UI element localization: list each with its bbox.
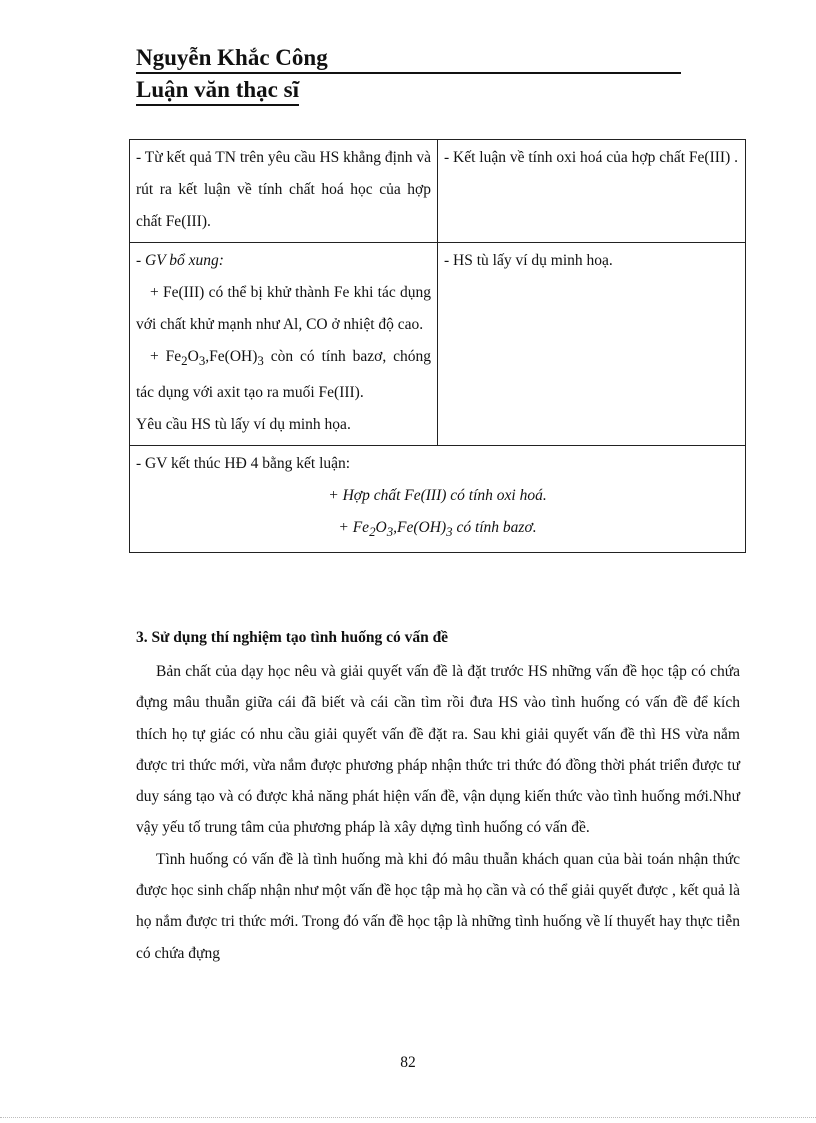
thesis-subtitle: Luận văn thạc sĩ bbox=[136, 74, 299, 106]
student-activity-text: - Kết luận về tính oxi hoá của hợp chất Fe(III) . bbox=[444, 149, 738, 166]
teacher-activity-cell bbox=[130, 140, 438, 243]
conclusion-line: + Hợp chất Fe(III) có tính oxi hoá. bbox=[328, 487, 547, 505]
page-edge-divider bbox=[0, 1117, 816, 1118]
table-row bbox=[130, 140, 746, 243]
teacher-activity-text: - Từ kết quả TN trên yêu cầu HS khẳng định và rút ra kết luận về tính chất hoá học của hợp chất Fe(III). bbox=[136, 149, 431, 230]
section-heading: 3. Sử dụng thí nghiệm tạo tình huống có vấn đề bbox=[136, 629, 449, 646]
table-row bbox=[130, 446, 746, 553]
student-activity-text: - HS tù lấy ví dụ minh hoạ. bbox=[444, 252, 613, 269]
page-number: 82 bbox=[400, 1054, 416, 1071]
section-body bbox=[136, 623, 740, 969]
teacher-supplement-point: + $Fe_2O_3,Fe(OH)_3$ còn có tính bazơ, chóng tác dụng với axit tạo ra muối Fe(III). bbox=[136, 348, 431, 402]
document-header bbox=[136, 42, 681, 106]
body-paragraph: Tình huống có vấn đề là tình huống mà khi đó mâu thuẫn khách quan của bài toán nhận thức được học sinh chấp nhận như một vấn đề học tập mà họ cần và có thể giải quyết được , kết quả là họ nắm được tri thức mới. Trong đó vấn đề học tập là những tình huống về lí thuyết hay thực tiễn có chứa đựng bbox=[136, 850, 740, 962]
lesson-activity-table bbox=[129, 139, 746, 553]
conclusion-intro: - GV kết thúc HĐ 4 bằng kết luận: bbox=[136, 455, 351, 473]
conclusion-line: + $Fe_2O_3,Fe(OH)_3$ có tính bazơ. bbox=[338, 519, 537, 540]
student-activity-cell bbox=[438, 243, 746, 446]
teacher-supplement-point: + Fe(III) có thể bị khử thành Fe khi tác dụng với chất khử mạnh như Al, CO ở nhiệt độ cao. bbox=[136, 284, 431, 333]
conclusion-cell bbox=[130, 446, 746, 553]
body-paragraph: Bản chất của dạy học nêu và giải quyết vấn đề là đặt trước HS những vấn đề học tập có chứa đựng mâu thuẫn giữa cái đã biết và cái cần tìm rồi đưa HS vào tình huống có vấn đề để kích thích họ tự giác có nhu cầu giải quyết vấn đề đặt ra. Sau khi giải quyết vấn đề thì HS vừa nắm được tri thức mới, vừa nắm được phương pháp nhận thức tri thức đó đồng thời phát triển được tư duy sáng tạo và có được khả năng phát hiện vấn đề, vận dụng kiến thức vào tình huống mới.Như vậy yếu tố trung tâm của phương pháp là xây dựng tình huống có vấn đề. bbox=[136, 663, 740, 837]
teacher-supplement-heading: - GV bổ xung: bbox=[136, 252, 224, 269]
student-activity-cell bbox=[438, 140, 746, 243]
teacher-request-text: Yêu cầu HS tù lấy ví dụ minh họa. bbox=[136, 416, 351, 434]
author-name: Nguyễn Khắc Công bbox=[136, 42, 681, 74]
table-row bbox=[130, 243, 746, 446]
teacher-activity-cell bbox=[130, 243, 438, 446]
